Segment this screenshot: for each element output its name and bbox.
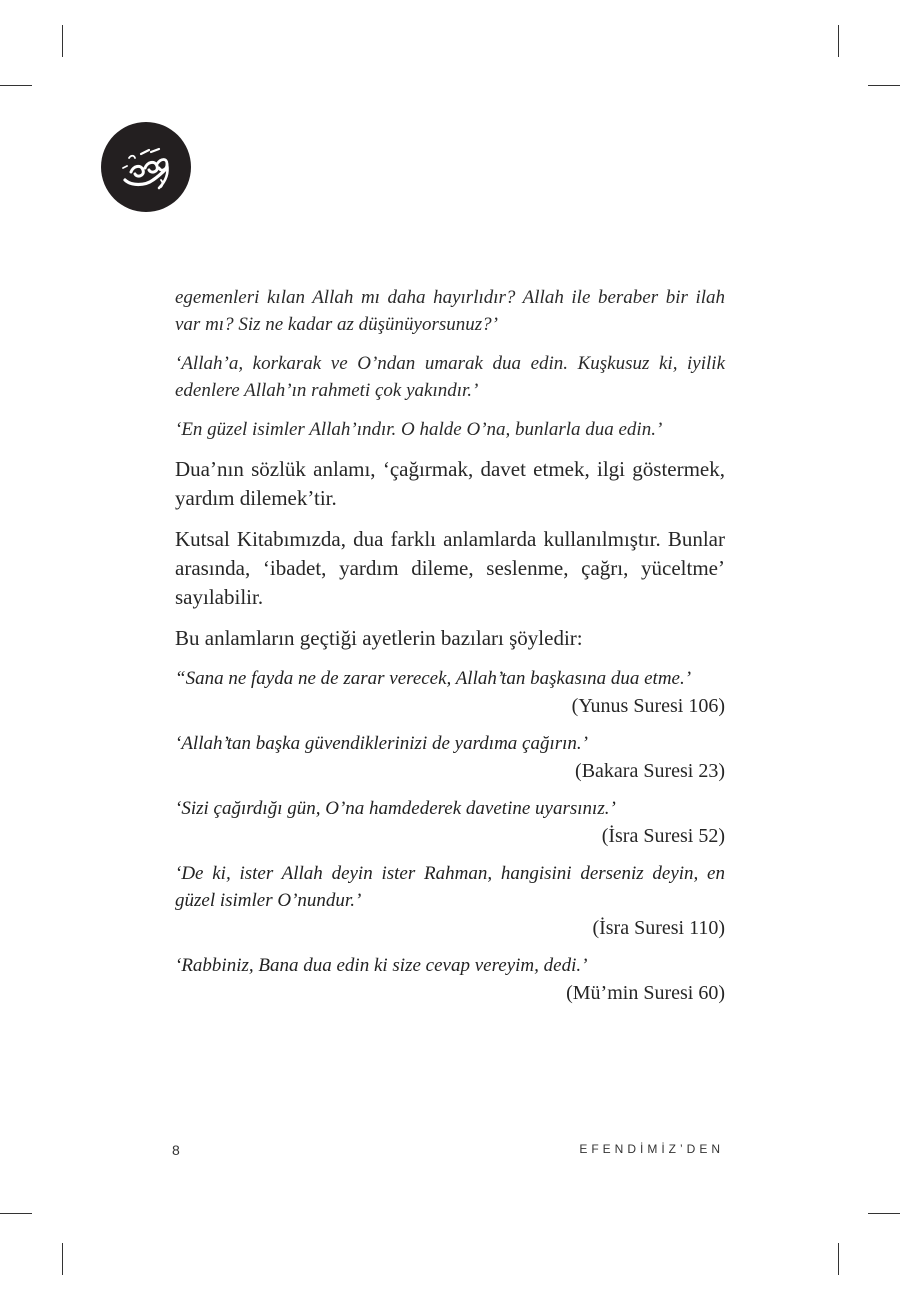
- verse-source: (Mü’min Suresi 60): [566, 982, 725, 1004]
- crop-mark-left-bottom: [0, 1213, 32, 1214]
- verse-source: (Bakara Suresi 23): [575, 760, 725, 782]
- verse-quote: [175, 665, 725, 720]
- paragraph: Kutsal Kitabımızda, dua farklı anlamlarda kullanılmıştır. Bunlar arasında, ‘ibadet, yardım dileme, seslenme, çağrı, yüceltme’ sayılabilir.: [175, 527, 725, 609]
- verse-quote: [175, 952, 725, 1007]
- running-title: EFENDİMİZ’DEN: [579, 1142, 724, 1156]
- verse-source: (İsra Suresi 110): [592, 917, 725, 939]
- muhammad-calligraphy-icon: [101, 122, 191, 212]
- crop-mark-left-top: [0, 85, 32, 86]
- verse-quote: [175, 795, 725, 850]
- crop-mark-top-left: [62, 25, 63, 57]
- verse-text: ‘Sizi çağırdığı gün, O’na hamdederek davetine uyarsınız.’: [175, 798, 616, 819]
- verse-text: ‘Rabbiniz, Bana dua edin ki size cevap vereyim, dedi.’: [175, 955, 588, 976]
- paragraph: egemenleri kılan Allah mı daha hayırlıdır? Allah ile beraber bir ilah var mı? Siz ne kadar az düşünüyorsunuz?’: [175, 287, 725, 335]
- crop-mark-right-top: [868, 85, 900, 86]
- crop-mark-right-bottom: [868, 1213, 900, 1214]
- page-number: 8: [172, 1142, 180, 1158]
- verse-source: (İsra Suresi 52): [601, 825, 725, 847]
- verse-text: ‘Allah’tan başka güvendiklerinizi de yardıma çağırın.’: [175, 733, 588, 754]
- page-body: [175, 284, 725, 1017]
- verse-quote: [175, 730, 725, 785]
- paragraph: ‘En güzel isimler Allah’ındır. O halde O’na, bunlarla dua edin.’: [175, 419, 663, 440]
- crop-mark-bottom-left: [62, 1243, 63, 1275]
- paragraph: ‘Allah’a, korkarak ve O’ndan umarak dua edin. Kuşkusuz ki, iyilik edenlere Allah’ın rahmeti çok yakındır.’: [175, 353, 725, 401]
- paragraph: Dua’nın sözlük anlamı, ‘çağırmak, davet etmek, ilgi göstermek, yardım dilemek’tir.: [175, 457, 725, 510]
- verse-text: ‘De ki, ister Allah deyin ister Rahman, hangisini derseniz deyin, en güzel isimler O’nundur.’: [175, 863, 725, 911]
- verse-text: “Sana ne fayda ne de zarar verecek, Allah’tan başkasına dua etme.’: [175, 668, 692, 689]
- verse-source: (Yunus Suresi 106): [571, 695, 725, 717]
- crop-mark-top-right: [838, 25, 839, 57]
- crop-mark-bottom-right: [838, 1243, 839, 1275]
- paragraph: Bu anlamların geçtiği ayetlerin bazıları şöyledir:: [175, 626, 583, 650]
- verse-quote: [175, 860, 725, 942]
